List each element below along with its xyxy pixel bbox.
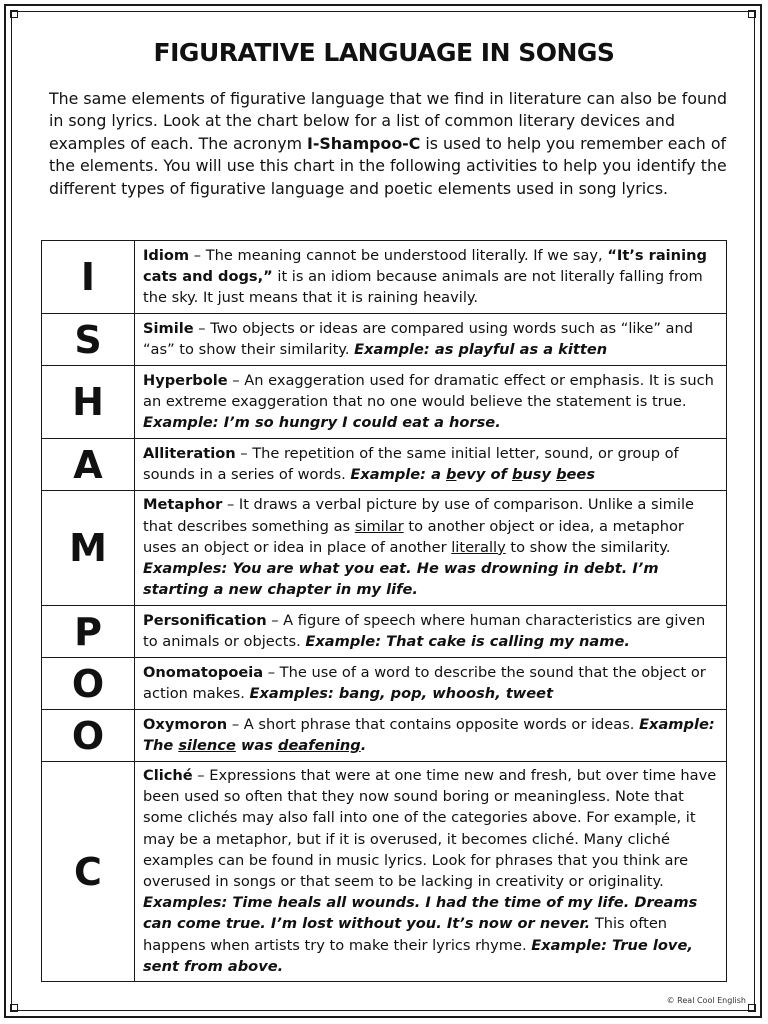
term: Alliteration [143,444,236,462]
acronym: I-Shampoo-C [306,133,421,153]
definition-cell [135,314,727,366]
example-quote: “It’s raining cats and dogs,” [143,246,707,285]
chart-row-oxymoron [42,710,727,762]
example-text: Example: True love, sent from above. [143,936,693,975]
term: Onomatopoeia [143,663,264,681]
definition-text: – Two objects or ideas are compared using words such as “like” and “as” to show their similarity. [143,319,693,358]
example-word: ees [566,466,596,483]
example-prefix: Example: The [143,715,715,754]
definition-text: – A short phrase that contains opposite words or ideas. [227,715,640,733]
chart-row-cliche [42,762,727,982]
definition-text: This often happens when artists try to make their lyrics rhyme. [143,915,668,954]
underlined-word: literally [451,538,506,556]
definition-text: – An exaggeration used for dramatic effect or emphasis. It is such an extreme exaggeration that no one would believe the statement is true. [143,371,714,410]
definition-text: to show the similarity. [505,538,671,556]
definition-text: – The meaning cannot be understood literally. If we say, [189,246,608,264]
underlined-letter: b [446,466,457,483]
term: Oxymoron [143,715,228,733]
intro-paragraph [49,88,729,200]
acronym-letter: C [42,762,135,982]
definition-text: to another object or idea, a metaphor uses an object or idea in place of another [143,517,684,556]
term: Personification [143,611,267,629]
definition-cell [135,606,727,658]
term: Metaphor [143,496,223,514]
chart-row-simile [42,314,727,366]
definition-text: – A figure of speech where human characteristics are given to animals or objects. [143,611,706,650]
underlined-word: deafening [278,737,361,754]
definition-cell [135,658,727,710]
example-text: Example: as playful as a kitten [354,341,608,358]
definition-text: it is an idiom because animals are not literally falling from the sky. It just means that it is raining heavily. [143,267,703,307]
definition-cell [135,710,727,762]
intro-text: The same elements of figurative language that we find in literature can also be found in song lyrics. Look at the chart below for a list of common literary devices and examples of each. The acronym [49,89,728,153]
acronym-letter: S [42,314,135,366]
example-text: Example: That cake is calling my name. [305,633,630,650]
definition-text: – It draws a verbal picture by use of comparison. Unlike a simile that describes something as [143,496,694,535]
acronym-letter: I [42,241,135,314]
definition-cell [135,439,727,491]
example-prefix: Example: a [350,466,447,483]
acronym-letter: O [42,658,135,710]
chart-row-metaphor [42,491,727,606]
example-word: usy [522,466,557,483]
term: Hyperbole [143,371,228,389]
definition-text: – The repetition of the same initial letter, sound, or group of sounds in a series of words. [143,444,679,483]
example-text: Examples: bang, pop, whoosh, tweet [249,685,554,702]
definition-text: – The use of a word to describe the sound that the object or action makes. [143,663,706,702]
term: Simile [143,319,194,337]
acronym-letter: M [42,491,135,606]
term: Cliché [143,767,193,784]
underlined-letter: b [556,466,567,483]
definition-cell [135,762,727,982]
chart-row-hyperbole [42,366,727,439]
example-word: . [360,737,367,754]
acronym-letter: A [42,439,135,491]
acronym-letter: O [42,710,135,762]
copyright-notice: © Real Cool English [666,996,746,1005]
chart-row-onomatopoeia [42,658,727,710]
example-word: was [235,737,279,754]
chart-row-alliteration [42,439,727,491]
term: Idiom [143,246,190,264]
acronym-letter: P [42,606,135,658]
underlined-word: similar [354,517,404,535]
underlined-word: silence [178,737,236,754]
definition-cell [135,366,727,439]
definition-text: – Expressions that were at one time new and fresh, but over time have been used so often that they now sound boring or meaningless. Note that some clichés may also fall into one of the categories above. For example, it may be a metaphor, but if it is overused, it becomes cliché. Many cliché examples can be found in music lyrics. Look for phrases that you think are overused in songs or that seem to be lacking in creativity or originality. [143,767,717,891]
underlined-letter: b [511,466,523,483]
definition-cell [135,491,727,606]
example-text: Examples: Time heals all wounds. I had the time of my life. Dreams can come true. I’m lost without you. It’s now or never. [143,894,698,933]
intro-text: is used to help you remember each of the elements. You will use this chart in the following activities to help you identify the different types of figurative language and poetic elements used in song lyrics. [49,133,727,198]
page-title: FIGURATIVE LANGUAGE IN SONGS [153,38,615,67]
chart-row-personification [42,606,727,658]
example-text: Examples: You are what you eat. He was drowning in debt. I’m starting a new chapter in my life. [143,560,659,599]
example-word: evy of [456,466,512,483]
chart-row-idiom [42,241,727,314]
definition-cell [135,241,727,314]
example-text: Example: I’m so hungry I could eat a horse. [143,414,501,432]
example-text [350,466,595,483]
acronym-letter: H [42,366,135,439]
figurative-language-chart [41,240,727,982]
